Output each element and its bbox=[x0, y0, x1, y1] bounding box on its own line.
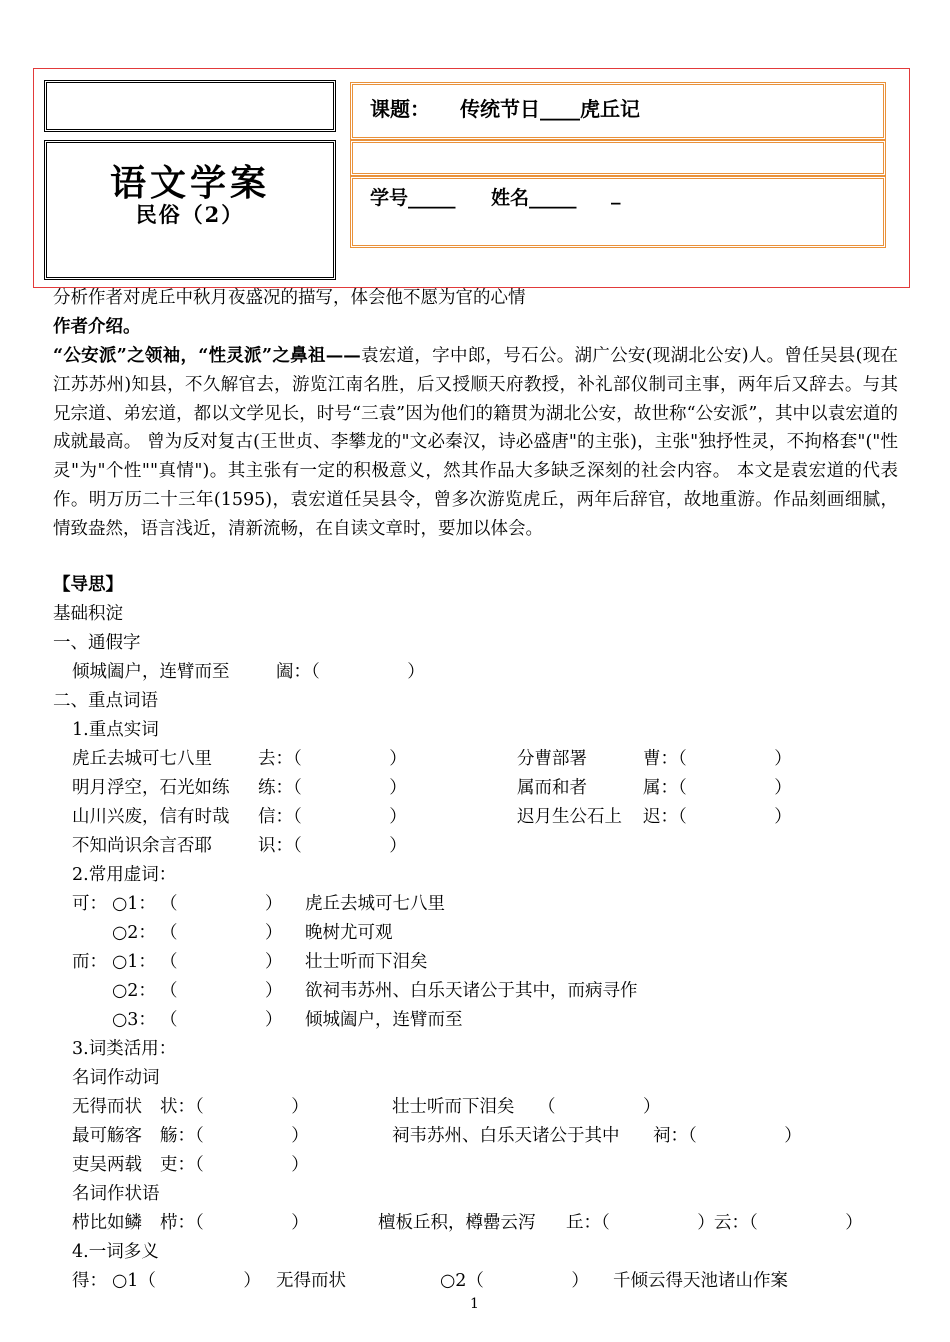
subject-subtitle: 民俗（2） bbox=[135, 202, 245, 227]
word-3-a: 不知尚识余言否耶 bbox=[72, 836, 212, 856]
author-text: 袁宏道，字中郎，号石公。湖广公安(现湖北公安)人。曾任吴县(现在江苏苏州)知县，不久解官去，游览江南名胜，后又授顺天府教授，补礼部仪制司主事，两年后又辞去。与其兄宗道、弟宏道，都以文学见长，时号“三袁”因为他们的籍贯为湖北公安，故世称“公安派”，其中以袁宏道的成就最高。 曾为反对复古(王世贞、李攀龙的"文必秦汉，诗必盛唐"的主张)，主张"独抒性灵，不拘格套"("性灵"为"个性""真情")。其主张有一定的积极意义，然其作品大多缺乏深刻的社会内容。 本文是袁宏道的代表作。明万历二十三年(1595)，袁宏道任吴县令，曾多次游览虎丘，两年后辞官，故地重游。作品刻画细腻，情致盎然，语言浅近，清新流畅，在自读文章时，要加以体会。 bbox=[53, 346, 899, 539]
learning-goal: 分析作者对虎丘中秋月夜盛况的描写，体会他不愿为官的心情 bbox=[53, 288, 526, 308]
word-1-bq: 属：（ ） bbox=[643, 778, 792, 798]
word-1-aq: 练：（ ） bbox=[258, 778, 407, 798]
fw-0-n: ○1： bbox=[112, 894, 156, 914]
lesson-title: 传统节日____虎丘记 bbox=[460, 97, 640, 121]
poly-w: 得： bbox=[72, 1271, 107, 1291]
name-label: 姓名_____ bbox=[491, 187, 577, 209]
fw-4-ex: 倾城阖户，连臂而至 bbox=[305, 1010, 463, 1030]
noun-verb-heading: 名词作动词 bbox=[72, 1068, 160, 1088]
word-2-a: 山川兴废，信有时哉 bbox=[72, 807, 230, 827]
word-1-b: 属而和者 bbox=[517, 778, 587, 798]
lesson-label: 课题： bbox=[370, 97, 430, 121]
nv-0-aq: 状：（ ） bbox=[160, 1097, 309, 1117]
nv-1-b: 祠韦苏州、白乐天诸公于其中 bbox=[392, 1126, 620, 1146]
fw-2-n: ○1： bbox=[112, 952, 156, 972]
s2-1-heading: 1.重点实词 bbox=[72, 720, 159, 740]
nv-1-aq: 觞：（ ） bbox=[160, 1126, 309, 1146]
s2-4-heading: 4.一词多义 bbox=[72, 1242, 159, 1262]
author-lead: “公安派”之领袖，“性灵派”之鼻祖—— bbox=[53, 346, 361, 366]
na-aq: 栉：（ ） bbox=[160, 1213, 309, 1233]
word-0-bq: 曹：（ ） bbox=[643, 749, 792, 769]
word-0-b: 分曹部署 bbox=[517, 749, 587, 769]
blank-orange-box bbox=[350, 140, 886, 176]
nv-2-a: 吏吴两载 bbox=[72, 1155, 142, 1175]
nv-1-a: 最可觞客 bbox=[72, 1126, 142, 1146]
section-2-heading: 二、重点词语 bbox=[53, 691, 158, 711]
fw-0-ex: 虎丘去城可七八里 bbox=[305, 894, 445, 914]
page-number: 1 bbox=[470, 1296, 479, 1312]
s2-2-heading: 2.常用虚词： bbox=[72, 865, 177, 885]
na-b: 檀板丘积，樽罍云泻 bbox=[378, 1213, 536, 1233]
blank-box bbox=[44, 80, 336, 132]
fw-3-ex: 欲祠韦苏州、白乐天诸公于其中，而病寻作 bbox=[305, 981, 638, 1001]
nv-1-bq: 祠：（ ） bbox=[653, 1126, 802, 1146]
fw-0-w: 可： bbox=[72, 894, 107, 914]
poly-n1: ○1（ ） bbox=[112, 1271, 261, 1291]
fw-2-q: （ ） bbox=[160, 952, 283, 972]
poly-e2: 千倾云得天池诸山作案 bbox=[613, 1271, 788, 1291]
author-paragraph bbox=[53, 342, 898, 544]
author-heading: 作者介绍。 bbox=[53, 317, 141, 337]
name-mark: _ bbox=[611, 183, 621, 205]
poly-e1: 无得而状 bbox=[276, 1271, 346, 1291]
nv-0-b: 壮士听而下泪矣 bbox=[392, 1097, 515, 1117]
poly-n2: ○2（ ） bbox=[440, 1271, 589, 1291]
fw-1-n: ○2： bbox=[112, 923, 156, 943]
fw-4-q: （ ） bbox=[160, 1010, 283, 1030]
fw-2-w: 而： bbox=[72, 952, 107, 972]
fw-3-q: （ ） bbox=[160, 981, 283, 1001]
fw-1-q: （ ） bbox=[160, 923, 283, 943]
lesson-box bbox=[350, 82, 886, 140]
fw-3-n: ○2： bbox=[112, 981, 156, 1001]
student-info-box bbox=[350, 176, 886, 248]
na-bq: 丘：（ ） bbox=[566, 1213, 715, 1233]
fw-1-ex: 晚树尤可观 bbox=[305, 923, 393, 943]
noun-adv-heading: 名词作状语 bbox=[72, 1184, 160, 1204]
student-no-label: 学号_____ bbox=[370, 187, 456, 209]
word-0-aq: 去：（ ） bbox=[258, 749, 407, 769]
fw-2-ex: 壮士听而下泪矣 bbox=[305, 952, 428, 972]
nv-0-a: 无得而状 bbox=[72, 1097, 142, 1117]
word-1-a: 明月浮空，石光如练 bbox=[72, 778, 230, 798]
guide-heading: 【导思】 bbox=[53, 575, 123, 595]
word-2-aq: 信：（ ） bbox=[258, 807, 407, 827]
nv-2-aq: 吏：（ ） bbox=[160, 1155, 309, 1175]
na-a: 栉比如鳞 bbox=[72, 1213, 142, 1233]
word-0-a: 虎丘去城可七八里 bbox=[72, 749, 212, 769]
s1-item: 倾城阖户，连臂而至 bbox=[72, 662, 230, 682]
subject-title: 语文学案 bbox=[109, 162, 270, 204]
nv-0-bq: （ ） bbox=[538, 1097, 661, 1117]
word-3-aq: 识：（ ） bbox=[258, 836, 407, 856]
basic-heading: 基础积淀 bbox=[53, 604, 123, 624]
s2-3-heading: 3.词类活用： bbox=[72, 1039, 177, 1059]
word-2-bq: 迟：（ ） bbox=[643, 807, 792, 827]
na-cq: 云：（ ） bbox=[714, 1213, 863, 1233]
word-2-b: 迟月生公石上 bbox=[517, 807, 622, 827]
subject-box bbox=[44, 140, 336, 280]
s1-question: 阖：（ ） bbox=[276, 662, 425, 682]
section-1-heading: 一、通假字 bbox=[53, 633, 141, 653]
fw-4-n: ○3： bbox=[112, 1010, 156, 1030]
fw-0-q: （ ） bbox=[160, 894, 283, 914]
